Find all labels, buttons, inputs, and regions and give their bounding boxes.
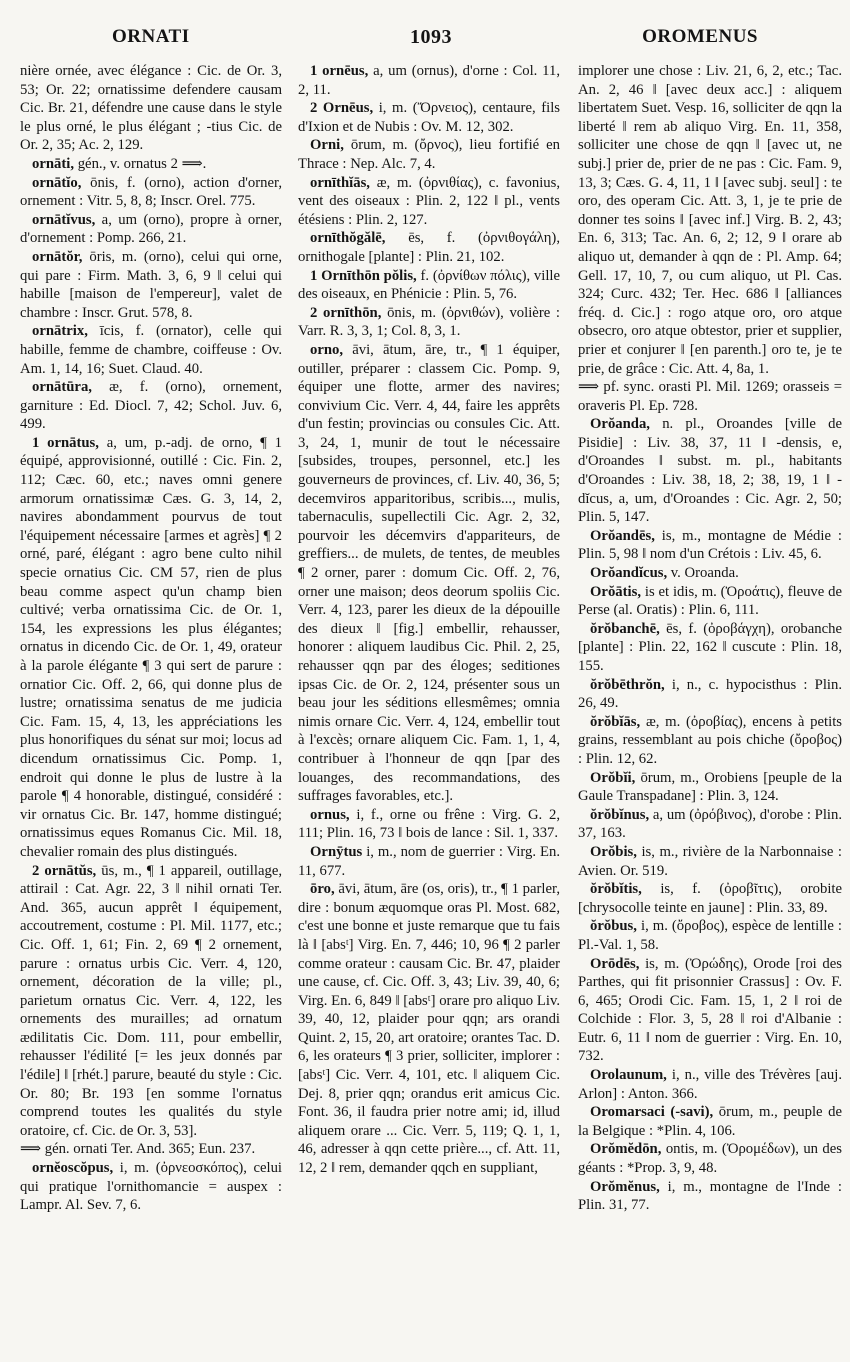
entry-definition: ontis, m. (Ὀρομέδων), un des géants : *Prop. 3, 9, 48. xyxy=(578,1141,842,1177)
dictionary-entry xyxy=(578,843,842,880)
entry-headword: Orŏanda, xyxy=(590,416,650,433)
entry-definition: ōris, m. (orno), celui qui orne, qui pare : Firm. Math. 3, 6, 9 ‖ celui qui habille [maison de l'empereur], valet de chambre : Inscr. Grut. 578, 8. xyxy=(20,248,282,321)
dictionary-entry xyxy=(578,769,842,806)
dictionary-entry xyxy=(578,917,842,954)
header-first-word: ORNATI xyxy=(112,26,190,47)
entry-headword: ornus, xyxy=(310,806,350,823)
entry-definition: i, m. (Ὄρνειος), centaure, fils d'Ixion et de Nubis : Ov. M. 12, 302. xyxy=(298,100,560,135)
entry-headword: orno, xyxy=(310,341,344,358)
dictionary-entry xyxy=(578,955,842,1067)
dictionary-entry xyxy=(578,564,842,583)
dictionary-entry xyxy=(578,415,842,527)
entry-definition: is, f. (ὀροβῖτις), orobite [chrysocolle teinte en jaune] : Plin. 33, 89. xyxy=(578,881,842,916)
dictionary-entry xyxy=(298,99,560,136)
dictionary-entry xyxy=(298,806,560,843)
entry-definition: ōrum, m., peuple de la Belgique : *Plin. 4, 106. xyxy=(578,1104,842,1139)
dictionary-entry xyxy=(298,267,560,304)
entry-headword: Orŏbis, xyxy=(590,843,637,860)
dictionary-entry xyxy=(298,304,560,341)
entry-definition: i, m., nom de guerrier : Virg. En. 11, 677. xyxy=(298,843,560,879)
entry-headword: 2 ornīthōn, xyxy=(310,304,382,321)
dictionary-entry xyxy=(578,527,842,564)
entry-headword: ŏrŏbēthrŏn, xyxy=(590,676,665,693)
entry-headword: Orŏbĭi, xyxy=(590,769,636,786)
page-header xyxy=(0,26,850,52)
dictionary-entry xyxy=(20,434,282,862)
dictionary-entry xyxy=(298,843,560,880)
dictionary-entry xyxy=(20,155,282,174)
dictionary-entry xyxy=(578,1178,842,1215)
entry-definition: a, um (orno), propre à orner, d'ornement : Pomp. 266, 21. xyxy=(20,211,282,247)
dictionary-entry xyxy=(578,1066,842,1103)
entry-definition: āvi, ātum, āre (os, oris), tr., ¶ 1 parler, dire : bonum æquomque oras Pl. Most. 682, c'est une bonne et juste remarque que tu fais là ‖ [absᵗ] Virg. En. 7, 446; 10, 96 ¶ 2 parler comme orateur : causam Cic. Br. 47, plaider une cause, cf. Cic. Off. 3, 43; Liv. 39, 40, 6; Virg. En. 6, 849 ‖ [absᵗ] orare pro aliquo Liv. 39, 40, 12, plaider pour qqn; ars orandi Quint. 2, 15, 20, art oratoire; orantes Tac. D. 6, les orateurs ¶ 3 prier, solliciter, implorer : [absᵗ] Cic. Verr. 4, 101, etc. ‖ aliquem Cic. Dej. 8, prier qqn; orandus erit amicus Cic. Font. 36, il faudra prier notre ami; id, illud aliquem orare ... Cic. Verr. 5, 119; Q. 1, 1, 46, adresser à qqn cette prière..., cf. Att. 11, 12, 2 ‖ rem, demander qqch en suppliant, xyxy=(298,881,560,1177)
dictionary-entry xyxy=(20,1140,282,1159)
entry-headword: Orŏātis, xyxy=(590,583,641,600)
entry-definition: a, um (ὀρόβινος), d'orobe : Plin. 37, 163. xyxy=(578,806,842,842)
entry-headword: Orŏmĕdōn, xyxy=(590,1141,662,1158)
entry-headword: ornātūra, xyxy=(32,379,92,396)
entry-definition: is, m., rivière de la Narbonnaise : Avien. Or. 519. xyxy=(578,843,842,879)
entry-definition: ōrum, m., Orobiens [peuple de la Gaule Transpadane] : Plin. 3, 124. xyxy=(578,769,842,805)
dictionary-entry xyxy=(298,880,560,1178)
dictionary-entry xyxy=(578,713,842,769)
dictionary-entry xyxy=(578,1103,842,1140)
entry-definition: æ, m. (ὀρνιθίας), c. favonius, vent des oiseaux : Plin. 2, 122 ‖ pl., vents étésiens : Plin. 2, 127. xyxy=(298,174,560,228)
entry-headword: ornĕoscŏpus, xyxy=(32,1160,114,1177)
entry-definition: ōnis, m. (ὀρνιθών), volière : Varr. R. 3, 3, 1; Col. 8, 3, 1. xyxy=(298,304,560,340)
entry-definition: āvi, ātum, āre, tr., ¶ 1 équiper, outiller, préparer : classem Cic. Pomp. 9, équiper une flotte, armer des navires; convivium Cic. Verr. 4, 44, faire les apprêts d'un festin; provincias ou consules Cic. Att. 3, 24, 1, munir de tout le nécessaire [subsides, troupes, personnel, etc.] les gouverneurs de provinces, cf. Liv. 40, 36, 5; decemviros apparitoribus, scribis..., mulis, tabernaculis, supellectili Cic. Agr. 2, 32, pourvoir les décemvirs d'appariteurs, de greffiers... de mulets, de tentes, de meubles ¶ 2 orner, parer : domum Cic. Off. 2, 76, orner une maison; deos deorum spoliis Cic. Verr. 4, 123, parer les dieux de la dépouille des dieux ‖ [fig.] embellir, rehausser, honorer : aliquem laudibus Cic. Phil. 2, 25, rehausser qqn par des éloges; seditiones ipsas Cic. de Or. 2, 124, présenter sous un beau jour les séditions ellesmêmes; omnia nimis ornare Cic. Verr. 4, 124, embellir tout à l'excès; ornare aliquem Cic. Fam. 1, 1, 4, contribuer à l'honneur de qqn [par des louanges, des recommandations, des suffrages favorables, etc.]. xyxy=(298,341,560,805)
entry-headword: Orōdēs, xyxy=(590,955,640,972)
dictionary-entry xyxy=(20,1159,282,1215)
entry-definition: ⟹ pf. sync. orasti Pl. Mil. 1269; orasseis = oraveris Pl. Ep. 728. xyxy=(578,379,842,414)
entry-definition: is, m. (Ὀρώδης), Orode [roi des Parthes, qui fit prisonnier Crassus] : Ov. F. 6, 465; Orodi Cic. Fam. 15, 1, 2 ‖ roi de Colchide : Flor. 3, 5, 28 ‖ roi d'Albanie : Eutr. 6, 11 ‖ nom de guerrier : Virg. En. 10, 732. xyxy=(578,955,842,1065)
entry-definition: æ, f. (orno), ornement, garniture : Ed. Diocl. 7, 42; Schol. Juv. 6, 499. xyxy=(20,379,282,433)
entry-headword: ornīthĭās, xyxy=(310,174,370,191)
entry-definition: i, n., ville des Trévères [auj. Arlon] : Anton. 366. xyxy=(578,1067,842,1102)
column-2 xyxy=(298,62,560,1357)
entry-headword: ŏrŏbĭās, xyxy=(590,713,641,730)
entry-headword: Orni, xyxy=(310,137,344,154)
entry-definition: a, um (ornus), d'orne : Col. 11, 2, 11. xyxy=(298,63,560,98)
column-3 xyxy=(578,62,842,1357)
dictionary-entry xyxy=(298,229,560,266)
header-last-word: OROMENUS xyxy=(642,26,758,47)
dictionary-entry xyxy=(298,136,560,173)
dictionary-entry xyxy=(20,211,282,248)
entry-definition: n. pl., Oroandes [ville de Pisidie] : Liv. 38, 37, 11 ‖ -densis, e, d'Oroandes ‖ subst. m. pl., habitants d'Oroandes : Liv. 38, 18, 2; 38, 19, 1 ‖ -dĭcus, a, um, d'Oroandes : Cic. Agr. 2, 50; Plin. 5, 147. xyxy=(578,416,842,526)
entry-definition: i, m. (ὀρνεοσκόπος), celui qui pratique l'ornithomancie = auspex : Lampr. Al. Sev. 7, 6. xyxy=(20,1160,282,1214)
entry-definition: gén., v. ornatus 2 ⟹. xyxy=(77,155,207,172)
entry-definition: ōrum, m. (ὄρνος), lieu fortifié en Thrace : Nep. Alc. 7, 4. xyxy=(298,137,560,172)
entry-headword: Ornȳtus xyxy=(310,843,363,860)
dictionary-entry xyxy=(578,676,842,713)
dictionary-entry xyxy=(298,62,560,99)
column-1 xyxy=(20,62,282,1357)
entry-definition: a, um, p.-adj. de orno, ¶ 1 équipé, approvisionné, outillé : Cic. Fin. 2, 112; Cæc. 60, etc.; naves omni genere armorum ornatissimæ Cæs. G. 3, 14, 2, navires abondamment pourvus de tout l'équipement nécessaire [armes et agrès] ¶ 2 orné, paré, élégant : agro bene cultо nihil specie ornatius Cic. CM 57, rien de plus beau comme aspect qu'un champ bien cultivé; verba ornatissima Cic. de Or. 1, 154, les expressions les plus élégantes; ornatus in dicendo Cic. de Or. 1, 49, orateur à la parole élégante ¶ 3 qui sert de parure : ornatior Cic. Off. 2, 66, qui donne plus de lustre; ornatissima senatus de me judicia Cic. Fam. 15, 4, 13, les appréciations les plus honorifiques du sénat sur moi; locus ad dicendum ornatissimus Cic. Pomp. 1, endroit qui donne le plus de lustre à la parole ¶ 4 honorable, distingué, considéré : vir ornatus Cic. Br. 147, homme distingué; ornatissimus eques Romanus Cic. Mil. 18, chevalier romain des plus distingués. xyxy=(20,434,282,860)
dictionary-entry xyxy=(20,248,282,322)
entry-definition: īcis, f. (ornator), celle qui habille, femme de chambre, coiffeuse : Ov. Am. 1, 14, 16; Suet. Claud. 40. xyxy=(20,323,282,377)
entry-headword: Orŏmĕnus, xyxy=(590,1178,660,1195)
entry-definition: v. Oroanda. xyxy=(670,565,739,582)
entry-headword: Orŏandĭcus, xyxy=(590,565,668,582)
entry-definition: i, n., c. hypocisthus : Plin. 26, 49. xyxy=(578,676,842,712)
dictionary-entry xyxy=(578,583,842,620)
entry-definition: i, m., montagne de l'Inde : Plin. 31, 77. xyxy=(578,1178,842,1214)
entry-definition: nière ornée, avec élégance : Cic. de Or. 3, 53; Or. 22; ornatissime defendere causam Cic. Br. 21, défendre une cause dans le style le plus orné, le plus élégant ; -tius Cic. de Or. 2, 35; Ac. 2, 129. xyxy=(20,63,282,154)
dictionary-entry xyxy=(578,806,842,843)
dictionary-entry xyxy=(578,62,842,378)
dictionary-entry xyxy=(298,341,560,806)
entry-definition: is et idis, m. (Ὀροάτις), fleuve de Perse (al. Oratis) : Plin. 6, 111. xyxy=(578,583,842,619)
dictionary-entry xyxy=(20,322,282,378)
entry-definition: ūs, m., ¶ 1 appareil, outillage, attirail : Cat. Agr. 22, 3 ‖ nihil ornati Ter. And. 365, aucun apprêt ‖ équipement, accoutrement, costume : Pl. Mil. 1177, etc.; Cic. Off. 1, 61; Fin. 2, 69 ¶ 2 ornement, parure : ornatus urbis Cic. Verr. 4, 120, ornement, décoration de la ville; pl., parietum ornatus Cic. Verr. 4, 122, les ornements des murailles; ad ornatum ædilitatis Cic. Dom. 111, pour embellir, rehausser l'édilité [= les jeux donnés par l'édile] ‖ [rhét.] parure, beauté du style : Cic. Or. 80; Br. 193 [en somme l'ornatus comprend toutes les qualités du style oratoire, cf. Cic. de Or. 3, 53]. xyxy=(20,862,282,1139)
dictionary-entry xyxy=(298,174,560,230)
entry-headword: ŏrŏbus, xyxy=(590,918,637,935)
entry-headword: ornātrix, xyxy=(32,323,88,340)
entry-headword: 2 Ornēus, xyxy=(310,100,374,117)
dictionary-entry xyxy=(578,1140,842,1177)
page-number: 1093 xyxy=(410,26,452,48)
dictionary-entry xyxy=(578,880,842,917)
entry-headword: Orŏandēs, xyxy=(590,527,655,544)
dictionary-entry xyxy=(20,862,282,1141)
entry-definition: i, m. (ὄροβος), espèce de lentille : Pl.-Val. 1, 58. xyxy=(578,918,842,953)
dictionary-entry xyxy=(578,620,842,676)
dictionary-entry xyxy=(578,378,842,415)
entry-definition: implorer une chose : Liv. 21, 6, 2, etc.; Tac. An. 2, 46 ‖ [avec deux acc.] : aliquem libertatem Suet. Vesp. 16, solliciter de qqn la liberté ‖ rem ab aliquo Virg. En. 11, 358, solliciter une chose de qqn ‖ [avec ut, ne subj.] prier de, prier de ne pas : Cic. Fam. 9, 13, 3; Cæs. G. 4, 11, 1 ‖ [avec subj. seul] : te oro, des operam Cic. Att. 3, 1, je te prie de donner tes soins ‖ [avec inf.] Virg. B. 2, 43; En. 6, 313; Tac. An. 6, 2; 12, 9 ‖ orare ab aliquo ut, demander à qqn de : Pl. Amp. 64; Gell. 17, 10, 7, ou cum aliquo, ut Pl. Cas. 324; Curc. 432; Ter. Hec. 686 ‖ [alliances fréq. d. Cic.] : rogo atque oro, oro atque obsecro, oro atque obtestor, prier et supplier, prier et conjurer ‖ [en parenth.] oro te, je te prie, de grâce : Cic. Att. 4, 8a, 1. xyxy=(578,63,842,377)
entry-headword: 1 Ornīthōn pŏlis, xyxy=(310,267,417,284)
entry-headword: ornātĭo, xyxy=(32,174,82,191)
entry-headword: ŏrŏbanchē, xyxy=(590,620,660,637)
entry-headword: ōro, xyxy=(310,881,335,898)
entry-definition: ēs, f. (ὀροβάγχη), orobanche [plante] : Plin. 22, 162 ‖ cuscute : Plin. 18, 155. xyxy=(578,620,842,674)
entry-headword: 2 ornātŭs, xyxy=(32,862,97,879)
entry-headword: ornīthŏgălē, xyxy=(310,230,386,247)
entry-definition: is, m., montagne de Médie : Plin. 5, 98 ‖ nom d'un Crétois : Liv. 45, 6. xyxy=(578,527,842,563)
entry-headword: ornātŏr, xyxy=(32,248,83,265)
entry-headword: Orolaunum, xyxy=(590,1067,667,1084)
entry-headword: Oromarsaci (-savi), xyxy=(590,1104,714,1121)
entry-headword: ornāti, xyxy=(32,155,75,172)
entry-definition: ōnis, f. (orno), action d'orner, ornement : Vitr. 5, 8, 8; Inscr. Orel. 775. xyxy=(20,174,282,210)
dictionary-entry xyxy=(20,62,282,155)
entry-definition: i, f., orne ou frêne : Virg. G. 2, 111; Plin. 16, 73 ‖ bois de lance : Sil. 1, 337. xyxy=(298,806,560,842)
dictionary-entry xyxy=(20,174,282,211)
dictionary-entry xyxy=(20,378,282,434)
entry-definition: ēs, f. (ὀρνιθογάλη), ornithogale [plante] : Plin. 21, 102. xyxy=(298,230,560,265)
entry-definition: ⟹ gén. ornati Ter. And. 365; Eun. 237. xyxy=(20,1141,256,1158)
entry-headword: ŏrŏbĭtis, xyxy=(590,881,642,898)
entry-definition: f. (ὀρνίθων πόλις), ville des oiseaux, en Phénicie : Plin. 5, 76. xyxy=(298,267,560,303)
entry-headword: ornātĭvus, xyxy=(32,211,96,228)
entry-definition: æ, m. (ὀροβίας), encens à petits grains, ressemblant au pois chiche (ὄροβος) : Plin. 12, 62. xyxy=(578,713,842,767)
entry-headword: 1 ornēus, xyxy=(310,63,369,79)
entry-headword: ŏrŏbĭnus, xyxy=(590,806,650,823)
entry-headword: 1 ornātus, xyxy=(32,434,99,451)
